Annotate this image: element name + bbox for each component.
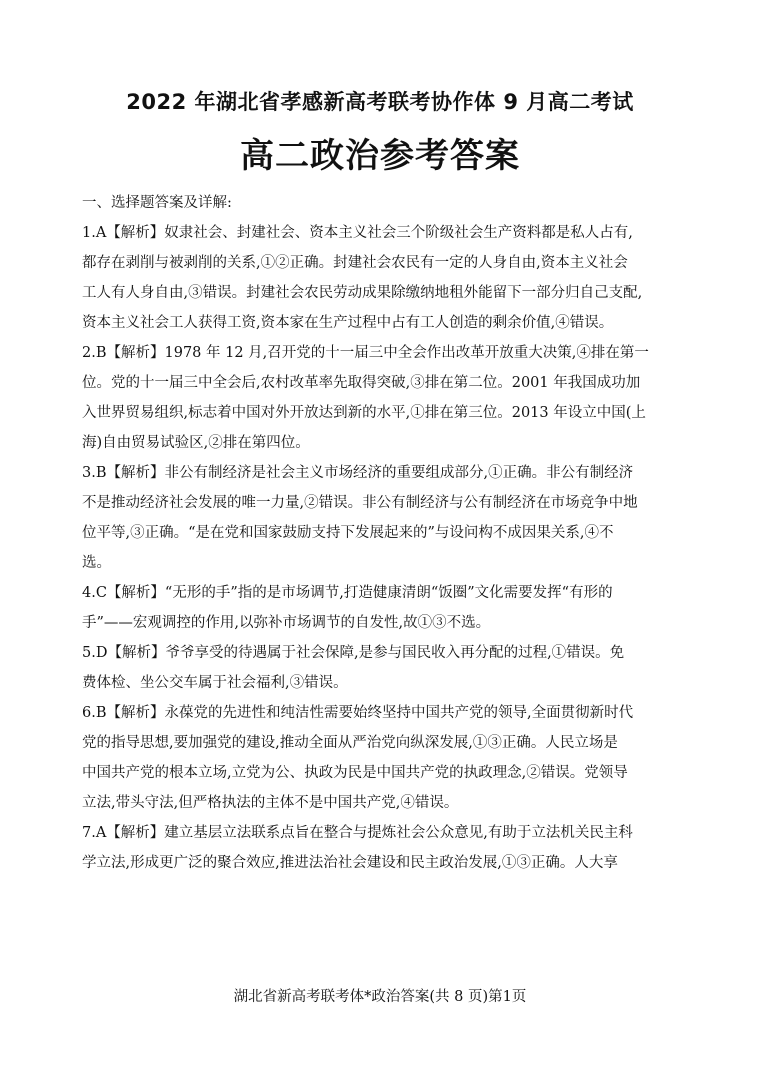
answer-line: 中国共产党的根本立场,立党为公、执政为民是中国共产党的执政理念,②错误。党领导	[82, 765, 628, 781]
answer-item-7	[82, 818, 682, 878]
answer-line: 费体检、坐公交车属于社会福利,③错误。	[82, 675, 348, 691]
answer-line: 5.D【解析】爷爷享受的待遇属于社会保障,是参与国民收入再分配的过程,①错误。免	[82, 645, 625, 661]
answer-line: 手”——宏观调控的作用,以弥补市场调节的自发性,故①③不选。	[82, 615, 491, 631]
answer-line: 学立法,形成更广泛的聚合效应,推进法治社会建设和民主政治发展,①③正确。人大享	[82, 855, 618, 871]
answer-item-2	[82, 338, 682, 458]
exam-title: 2022 年湖北省孝感新高考联考协作体 9 月高二考试	[126, 90, 634, 114]
answer-line: 工人有人身自由,③错误。封建社会农民劳动成果除缴纳地租外能留下一部分归自己支配,	[82, 285, 643, 301]
answer-line: 6.B【解析】永葆党的先进性和纯洁性需要始终坚持中国共产党的领导,全面贯彻新时代	[82, 705, 634, 721]
answer-line: 选。	[82, 555, 111, 571]
answer-line: 4.C【解析】“无形的手”指的是市场调节,打造健康清朗“饭圈”文化需要发挥“有形的	[82, 585, 613, 601]
answer-line: 立法,带头守法,但严格执法的主体不是中国共产党,④错误。	[82, 795, 459, 811]
answer-item-4	[82, 578, 682, 638]
page-title: 高二政治参考答案	[240, 136, 520, 176]
answer-item-6	[82, 698, 682, 818]
answer-line: 2.B【解析】1978 年 12 月,召开党的十一届三中全会作出改革开放重大决策,④排在第一	[82, 345, 649, 361]
answer-line: 1.A【解析】奴隶社会、封建社会、资本主义社会三个阶级社会生产资料都是私人占有,	[82, 225, 633, 241]
answer-content	[82, 188, 682, 878]
answer-line: 海)自由贸易试验区,②排在第四位。	[82, 435, 310, 451]
answer-line: 入世界贸易组织,标志着中国对外开放达到新的水平,①排在第三位。2013 年设立中国(上	[82, 405, 646, 421]
answer-line: 党的指导思想,要加强党的建设,推动全面从严治党向纵深发展,①③正确。人民立场是	[82, 735, 618, 751]
answer-line: 位平等,③正确。“是在党和国家鼓励支持下发展起来的”与设问构不成因果关系,④不	[82, 525, 614, 541]
answer-line: 位。党的十一届三中全会后,农村改革率先取得突破,③排在第二位。2001 年我国成功加	[82, 375, 641, 391]
answer-line: 资本主义社会工人获得工资,资本家在生产过程中占有工人创造的剩余价值,④错误。	[82, 315, 614, 331]
answer-line: 不是推动经济社会发展的唯一力量,②错误。非公有制经济与公有制经济在市场竞争中地	[82, 495, 638, 511]
answer-line: 3.B【解析】非公有制经济是社会主义市场经济的重要组成部分,①正确。非公有制经济	[82, 465, 634, 481]
page-footer: 湖北省新高考联考体*政治答案(共 8 页)第1页	[233, 989, 527, 1005]
answer-item-3	[82, 458, 682, 578]
section-heading: 一、选择题答案及详解:	[82, 195, 232, 211]
answer-item-5	[82, 638, 682, 698]
answer-line: 7.A【解析】建立基层立法联系点旨在整合与提炼社会公众意见,有助于立法机关民主科	[82, 825, 633, 841]
answer-item-1	[82, 218, 682, 338]
answer-line: 都存在剥削与被剥削的关系,①②正确。封建社会农民有一定的人身自由,资本主义社会	[82, 255, 628, 271]
